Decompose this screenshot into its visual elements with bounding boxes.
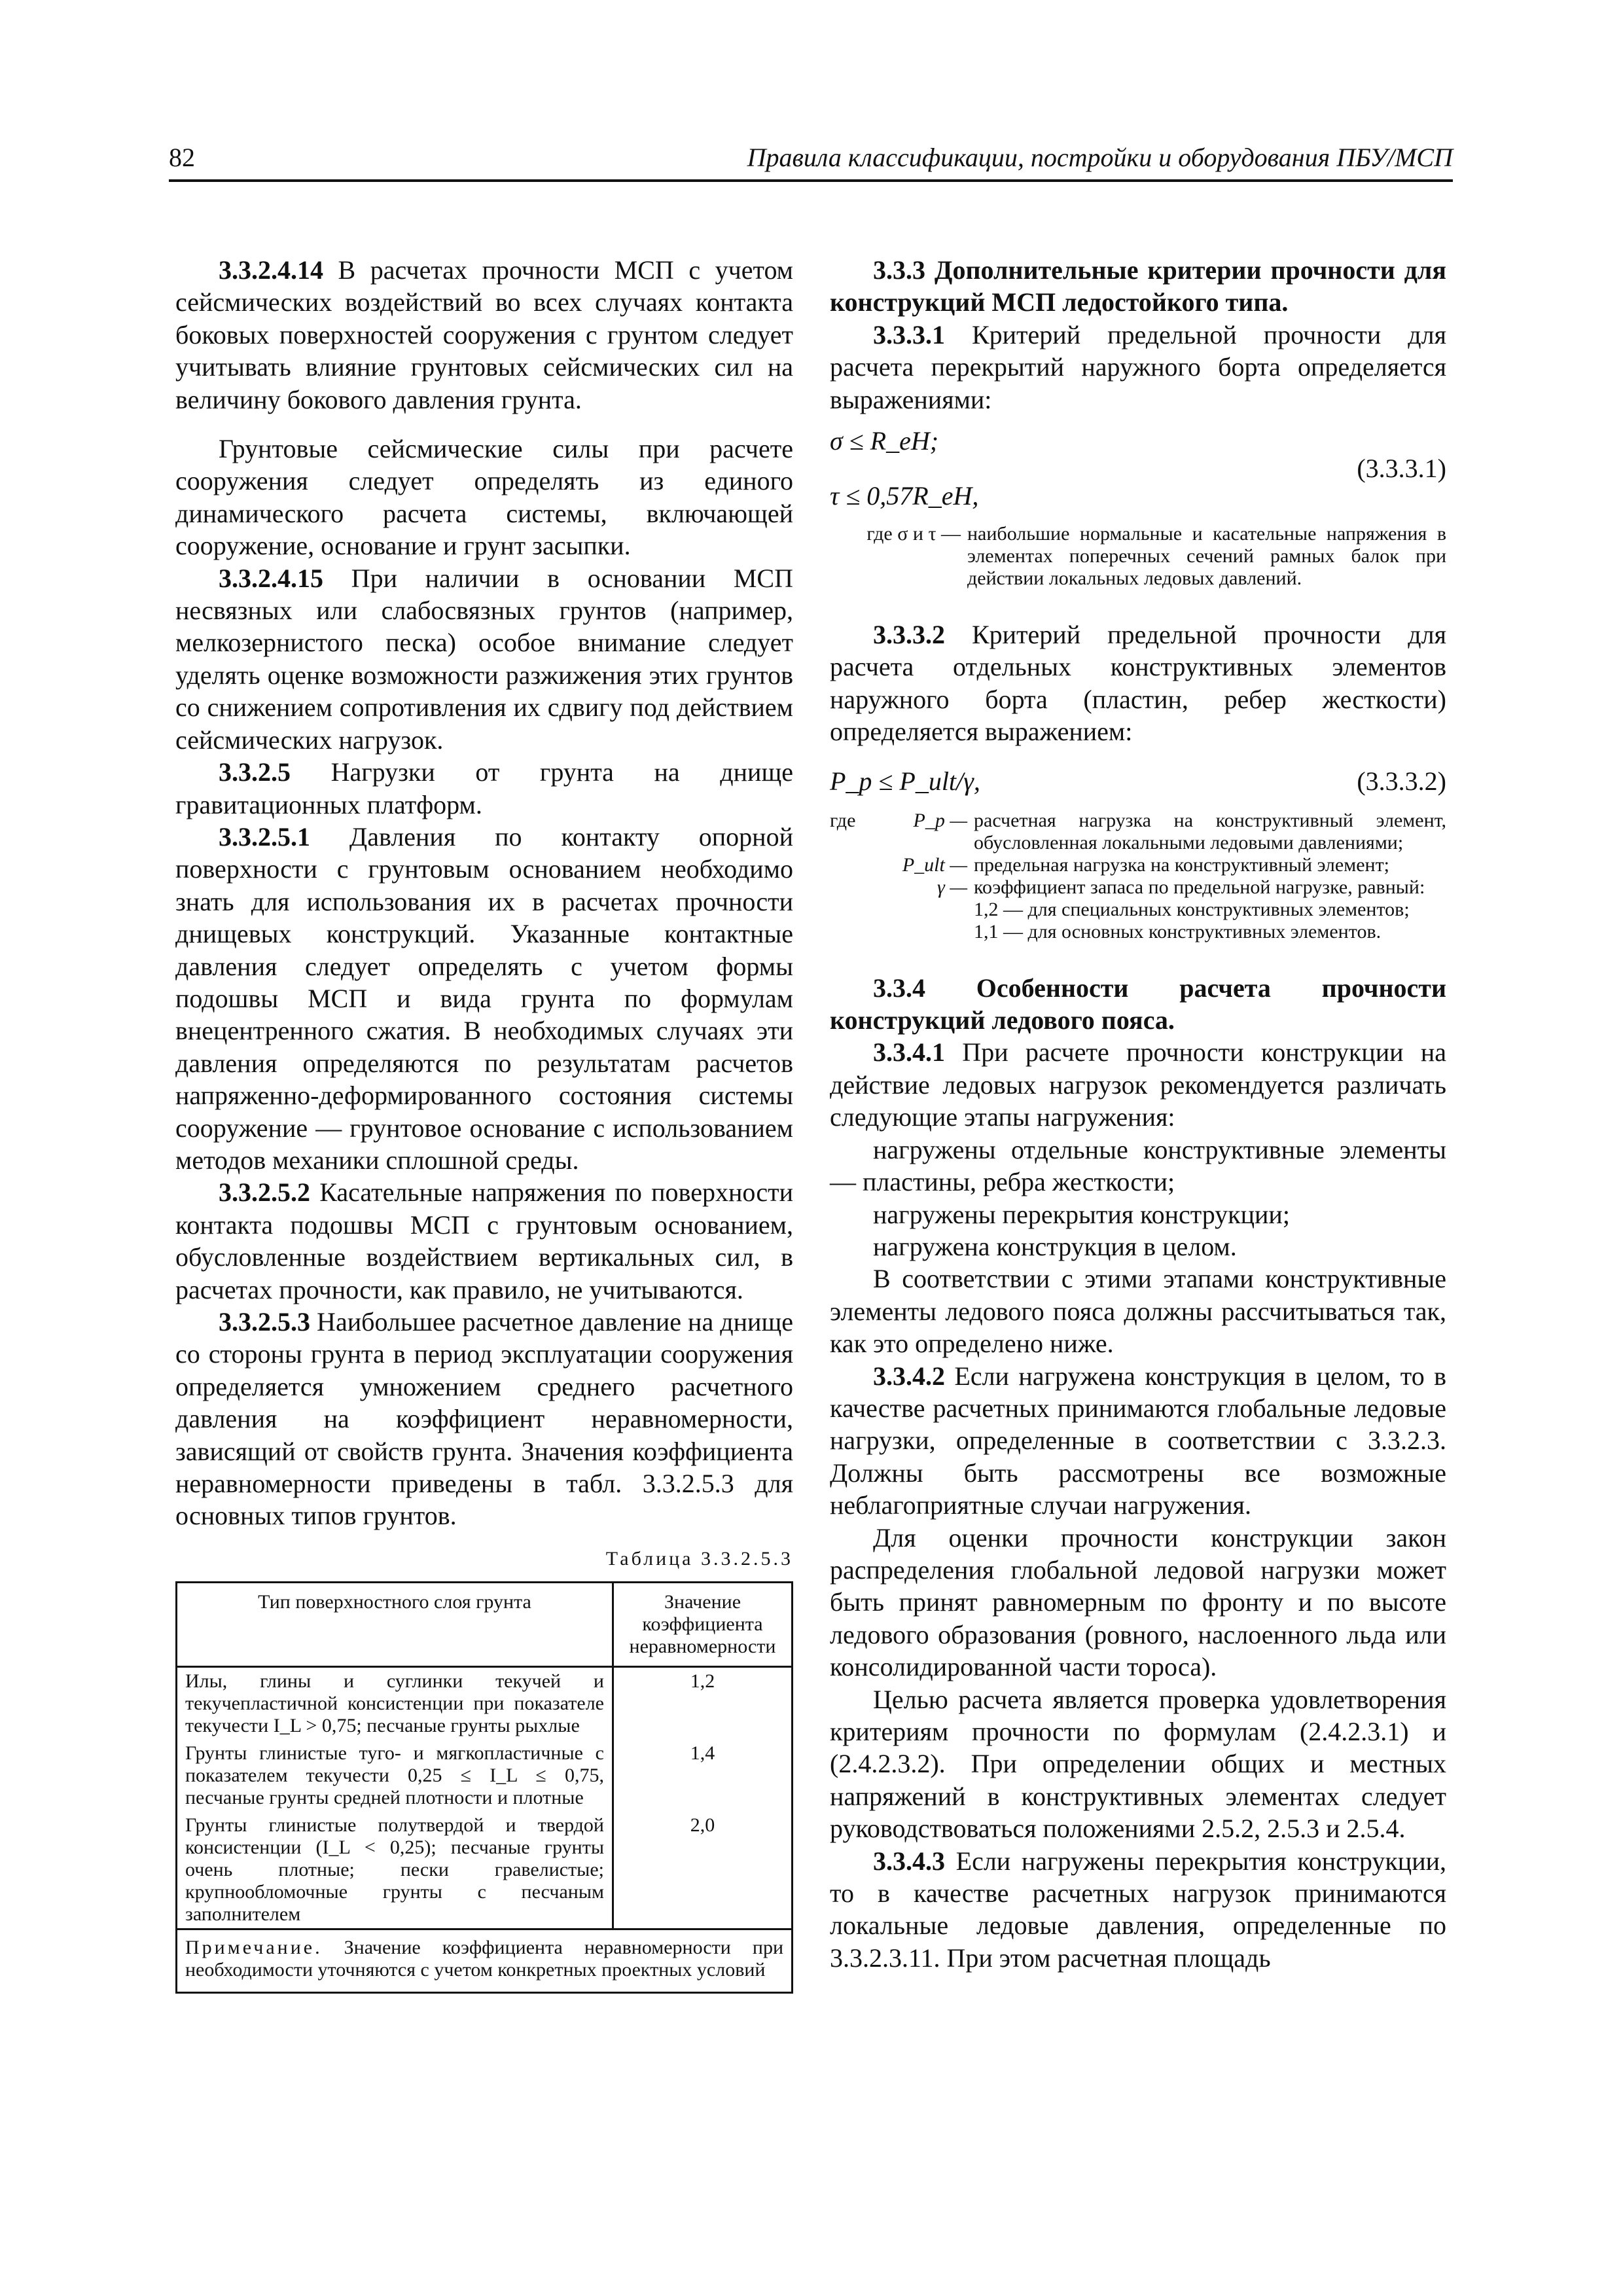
- formula-3-3-3-2: [830, 765, 1446, 804]
- legend-key: γ —: [937, 876, 967, 898]
- paragraph: 3.3.4.1 При расчете прочности конструкции на действие ледовых нагрузок рекомендуется различать следующие этапы нагружения:: [830, 1037, 1446, 1132]
- formula-sigma: σ ≤ R_eH;: [830, 426, 939, 456]
- legend-key: где σ и τ —: [866, 523, 961, 545]
- legend-key: P_p —: [913, 809, 967, 831]
- list-item: нагружена конструкция в целом.: [873, 1231, 1237, 1261]
- clause-number: 3.3.2.5.1: [219, 821, 310, 852]
- legend-key: P_ult —: [902, 853, 967, 876]
- soil-coefficient-table: [175, 1581, 793, 1994]
- table-row: [177, 1740, 793, 1812]
- legend-value: коэффициент запаса по предельной нагрузке, равный:: [974, 876, 1425, 898]
- section-heading: 3.3.3 Дополнительные критерии прочности для конструкций МСП ледостойкого типа.: [830, 255, 1446, 317]
- paragraph: 3.3.2.5.1 Давления по контакту опорной поверхности с грунтовым основанием необходимо знать для использования их в расчетах прочности днищевых конструкций. Указанные контактные давления следует определять с учетом формы подошвы МСП и вида грунта по формулам внецентренного сжатия. В необходимых случаях эти давления определяются по результатам расчетов напряженно-деформированного состояния системы сооружение — грунтовое основание с использованием методов механики сплошной среды.: [175, 821, 793, 1175]
- legend-value: расчетная нагрузка на конструктивный элемент, обусловленная локальными ледовыми давлениями;: [974, 809, 1446, 853]
- formula-number: (3.3.3.2): [1357, 766, 1446, 796]
- table-header-type: Тип поверхностного слоя грунта: [177, 1583, 613, 1667]
- list-item: нагружены отдельные конструктивные элементы — пластины, ребра жесткости;: [830, 1134, 1446, 1197]
- table-cell-value: 2,0: [613, 1812, 793, 1929]
- paragraph: 3.3.4.3 Если нагружены перекрытия конструкции, то в качестве расчетных нагрузок принимаются локальные ледовые давления, определенные по 3.3.2.3.11. При этом расчетная площадь: [830, 1846, 1446, 1973]
- clause-number: 3.3.2.5.2: [219, 1177, 310, 1208]
- page-header: [169, 137, 1453, 182]
- section-heading: 3.3.4 Особенности расчета прочности конструкций ледового пояса.: [830, 973, 1446, 1035]
- table-row: [177, 1667, 793, 1740]
- formula-legend: [830, 523, 1446, 590]
- paragraph: Целью расчета является проверка удовлетворения критериям прочности по формулам (2.4.2.3.1) и (2.4.2.3.2). При определении общих и местных напряжений в конструктивных элементах следует руководствоваться положениями 2.5.2, 2.5.3 и 2.5.4.: [830, 1684, 1446, 1844]
- clause-number: 3.3.4.1: [873, 1037, 945, 1067]
- formula-expression: P_p ≤ P_ult/γ,: [830, 766, 980, 796]
- clause-number: 3.3.4.2: [873, 1361, 945, 1391]
- legend-value: 1,1 — для основных конструктивных элементов.: [974, 920, 1382, 942]
- paragraph: Для оценки прочности конструкции закон распределения глобальной ледовой нагрузки может быть принят равномерным по фронту и по высоте ледового образования (ровного, наслоенного льда или консолидированной части тороса).: [830, 1522, 1446, 1682]
- note-label: Примечание.: [185, 1937, 323, 1959]
- legend-value: 1,2 — для специальных конструктивных элементов;: [974, 898, 1410, 920]
- formula-3-3-3-1: [830, 422, 1446, 520]
- page-number: 82: [169, 143, 195, 172]
- table-cell-value: 1,2: [613, 1667, 793, 1740]
- clause-number: 3.3.4.3: [873, 1846, 945, 1876]
- table-cell-type: Илы, глины и суглинки текучей и текучепластичной консистенции при показателе текучести I_L > 0,75; песчаные грунты рыхлые: [177, 1667, 613, 1740]
- paragraph: 3.3.4.2 Если нагружена конструкция в целом, то в качестве расчетных принимаются глобальные ледовые нагрузки, определенные в соответствии с 3.3.2.3. Должны быть рассмотрены все возможные неблагоприятные случаи нагружения.: [830, 1361, 1446, 1520]
- formula-number: (3.3.3.1): [1357, 454, 1446, 484]
- table-cell-type: Грунты глинистые полутвердой и твердой консистенции (I_L < 0,25); песчаные грунты очень плотные; пески гравелистые; крупнообломочные грунты с песчаным заполнителем: [177, 1812, 613, 1929]
- paragraph: 3.3.2.5.2 Касательные напряжения по поверхности контакта подошвы МСП с грунтовым основанием, обусловленные воздействием вертикальных сил, в расчетах прочности, как правило, не учитываются.: [175, 1177, 793, 1304]
- list-item: нагружены перекрытия конструкции;: [873, 1199, 1290, 1229]
- table-row: [177, 1812, 793, 1929]
- legend-value: наибольшие нормальные и касательные напряжения в элементах поперечных сечений рамных балок при действии локальных ледовых давлений.: [967, 523, 1446, 590]
- table-caption: Таблица 3.3.2.5.3: [605, 1547, 793, 1570]
- formula-legend: [830, 810, 1446, 943]
- paragraph: 3.3.3.1 Критерий предельной прочности для расчета перекрытий наружного борта определяется выражениями:: [830, 319, 1446, 414]
- clause-number: 3.3.2.4.14: [219, 255, 323, 285]
- clause-number: 3.3.3.1: [873, 319, 945, 350]
- paragraph: Грунтовые сейсмические силы при расчете сооружения следует определять из единого динамического расчета системы, включающей сооружение, основание и грунт засыпки.: [175, 434, 793, 561]
- running-title: Правила классификации, постройки и оборудования ПБУ/МСП: [747, 143, 1453, 172]
- table-cell-value: 1,4: [613, 1740, 793, 1812]
- clause-number: 3.3.2.5: [219, 757, 291, 787]
- clause-number: 3.3.3.2: [873, 620, 945, 650]
- table-note: [177, 1929, 793, 1993]
- clause-number: 3.3.2.4.15: [219, 563, 323, 593]
- right-column: [830, 254, 1446, 1974]
- paragraph: 3.3.2.4.14 В расчетах прочности МСП с учетом сейсмических воздействий во всех случаях контакта боковых поверхностей сооружения с грунтом следует учитывать влияние грунтовых сейсмических сил на величину бокового давления грунта.: [175, 255, 793, 414]
- clause-number: 3.3.2.5.3: [219, 1307, 310, 1336]
- paragraph: 3.3.2.5.3 Наибольшее расчетное давление на днище со стороны грунта в период эксплуатации сооружения определяется умножением среднего расчетного давления на коэффициент неравномерности, зависящий от свойств грунта. Значения коэффициента неравномерности приведены в табл. 3.3.2.5.3 для основных типов грунтов.: [175, 1307, 793, 1531]
- legend-value: предельная нагрузка на конструктивный элемент;: [974, 853, 1390, 876]
- note-text: Значение коэффициента неравномерности при необходимости уточняются с учетом конкретных проектных условий: [185, 1937, 783, 1981]
- paragraph: 3.3.3.2 Критерий предельной прочности для расчета отдельных конструктивных элементов наружного борта (пластин, ребер жесткости) определяется выражением:: [830, 620, 1446, 747]
- table-cell-type: Грунты глинистые туго- и мягкопластичные с показателем текучести 0,25 ≤ I_L ≤ 0,75, песчаные грунты средней плотности и плотные: [177, 1740, 613, 1812]
- paragraph: В соответствии с этими этапами конструктивные элементы ледового пояса должны рассчитываться так, как это определено ниже.: [830, 1264, 1446, 1359]
- legend-where: где: [830, 809, 856, 831]
- table-header-value: Значение коэффициента неравномерности: [613, 1583, 793, 1667]
- left-column: [175, 254, 793, 1994]
- paragraph: 3.3.2.5 Нагрузки от грунта на днище гравитационных платформ.: [175, 757, 793, 819]
- paragraph: 3.3.2.4.15 При наличии в основании МСП несвязных или слабосвязных грунтов (например, мелкозернистого песка) особое внимание следует уделять оценке возможности разжижения этих грунтов со снижением сопротивления их сдвигу под действием сейсмических нагрузок.: [175, 563, 793, 755]
- formula-tau: τ ≤ 0,57R_eH,: [830, 481, 979, 511]
